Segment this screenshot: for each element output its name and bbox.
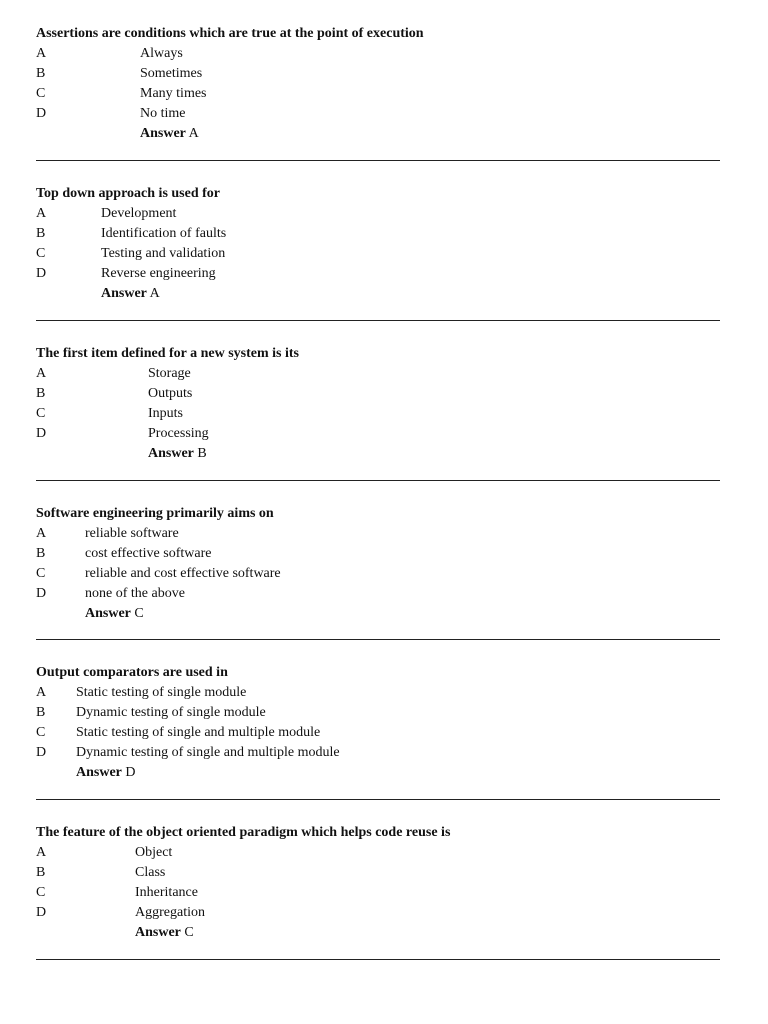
option-letter: B [36, 546, 46, 561]
option-text: Testing and validation [101, 246, 226, 261]
question-block [36, 504, 720, 624]
answer-row [36, 124, 720, 144]
option-text: Dynamic testing of single and multiple module [76, 745, 340, 760]
option-letter: A [36, 685, 47, 700]
option-letter: A [36, 845, 47, 860]
option-row [36, 364, 720, 384]
option-row [36, 883, 720, 903]
option-text: Object [135, 845, 173, 860]
option-text: Identification of faults [101, 226, 227, 241]
question-block [36, 184, 720, 304]
question-block [36, 344, 720, 464]
option-row [36, 424, 720, 444]
answer-label: Answer [140, 126, 186, 141]
answer-label: Answer [101, 286, 147, 301]
answer-row [36, 923, 720, 943]
option-row [36, 384, 720, 404]
answer-row [36, 604, 720, 624]
option-letter: B [36, 226, 46, 241]
option-row [36, 584, 720, 604]
question-text: The first item defined for a new system is its [36, 346, 299, 361]
option-letter: C [36, 246, 46, 261]
divider-line [36, 480, 720, 481]
option-letter: B [36, 865, 46, 880]
option-letter: A [36, 366, 47, 381]
option-text: none of the above [85, 586, 185, 601]
answer-label: Answer [148, 446, 194, 461]
question-text: The feature of the object oriented paradigm which helps code reuse is [36, 825, 451, 840]
option-row [36, 204, 720, 224]
option-text: reliable software [85, 526, 179, 541]
answer-label: Answer [85, 606, 131, 621]
option-row [36, 224, 720, 244]
option-letter: C [36, 885, 46, 900]
option-row [36, 544, 720, 564]
option-text: Reverse engineering [101, 266, 216, 281]
divider-line [36, 639, 720, 640]
answer-row [36, 284, 720, 304]
option-row [36, 84, 720, 104]
option-text: Static testing of single module [76, 685, 247, 700]
option-letter: C [36, 86, 46, 101]
answer-value: A [149, 286, 160, 301]
option-letter: C [36, 566, 46, 581]
answer-row [36, 444, 720, 464]
option-row [36, 743, 720, 763]
option-letter: D [36, 426, 47, 441]
divider-line [36, 799, 720, 800]
option-letter: B [36, 66, 46, 81]
option-text: Inputs [148, 406, 183, 421]
divider-line [36, 160, 720, 161]
question-text: Output comparators are used in [36, 665, 228, 680]
option-text: Inheritance [135, 885, 198, 900]
answer-label: Answer [135, 925, 181, 940]
answer-value: C [184, 925, 194, 940]
option-text: Aggregation [135, 905, 205, 920]
option-text: reliable and cost effective software [85, 566, 281, 581]
option-row [36, 44, 720, 64]
option-row [36, 104, 720, 124]
option-text: Static testing of single and multiple module [76, 725, 321, 740]
option-text: Many times [140, 86, 207, 101]
option-text: Always [140, 46, 183, 61]
option-text: Storage [148, 366, 191, 381]
question-block [36, 24, 720, 144]
option-text: Sometimes [140, 66, 203, 81]
option-letter: A [36, 206, 47, 221]
option-letter: A [36, 526, 47, 541]
option-letter: D [36, 106, 47, 121]
option-letter: D [36, 266, 47, 281]
option-row [36, 863, 720, 883]
option-row [36, 244, 720, 264]
option-text: Development [101, 206, 177, 221]
question-text: Top down approach is used for [36, 186, 221, 201]
option-letter: B [36, 386, 46, 401]
question-text: Assertions are conditions which are true at the point of execution [36, 26, 424, 41]
option-letter: D [36, 905, 47, 920]
option-row [36, 524, 720, 544]
answer-label: Answer [76, 765, 122, 780]
option-row [36, 404, 720, 424]
divider-line [36, 959, 720, 960]
divider-line [36, 320, 720, 321]
option-letter: A [36, 46, 47, 61]
option-text: Class [135, 865, 166, 880]
option-row [36, 723, 720, 743]
question-block [36, 663, 720, 783]
option-row [36, 564, 720, 584]
option-row [36, 264, 720, 284]
option-row [36, 64, 720, 84]
option-row [36, 843, 720, 863]
option-text: cost effective software [85, 546, 212, 561]
option-text: Outputs [148, 386, 193, 401]
question-block [36, 823, 720, 943]
answer-value: D [125, 765, 136, 780]
option-row [36, 903, 720, 923]
option-letter: D [36, 745, 47, 760]
option-row [36, 683, 720, 703]
answer-value: C [134, 606, 144, 621]
option-text: No time [140, 106, 186, 121]
option-text: Processing [148, 426, 209, 441]
question-text: Software engineering primarily aims on [36, 506, 274, 521]
option-row [36, 703, 720, 723]
option-letter: D [36, 586, 47, 601]
option-letter: B [36, 705, 46, 720]
answer-row [36, 763, 720, 783]
option-text: Dynamic testing of single module [76, 705, 266, 720]
answer-value: A [188, 126, 199, 141]
option-letter: C [36, 725, 46, 740]
answer-value: B [197, 446, 207, 461]
option-letter: C [36, 406, 46, 421]
